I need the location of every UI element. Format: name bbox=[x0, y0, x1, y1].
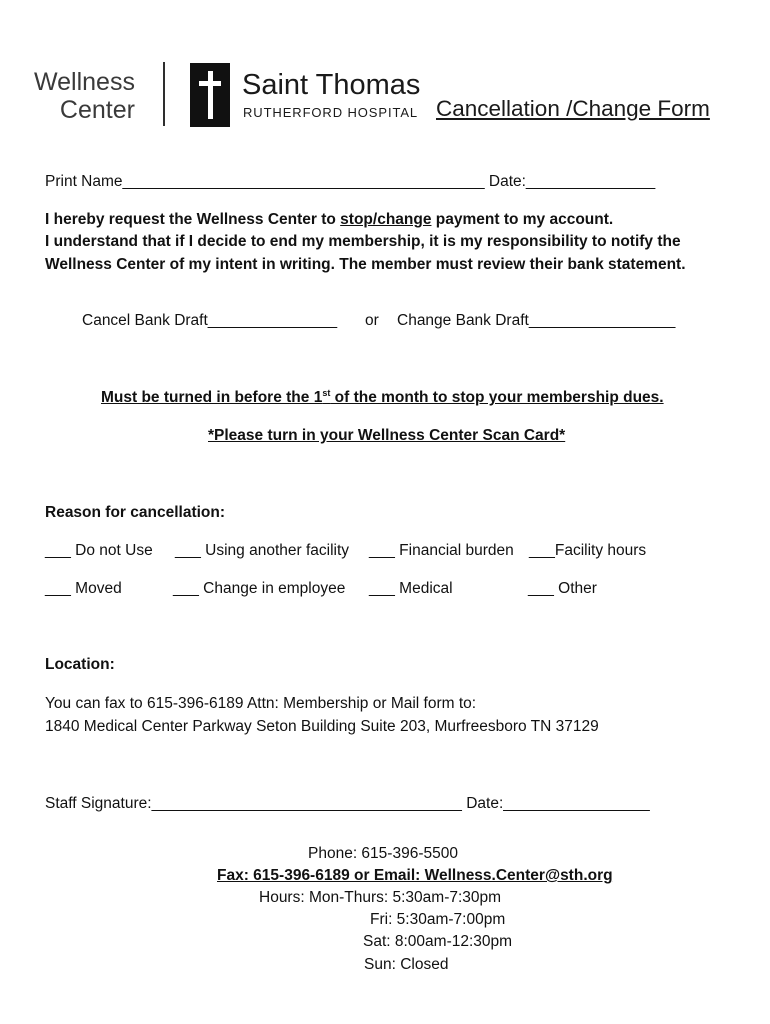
stop-change-text: stop/change bbox=[340, 211, 432, 228]
cross-icon bbox=[190, 63, 230, 127]
contact-fax-email: Fax: 615-396-6189 or Email: Wellness.Center@sth.org bbox=[217, 867, 613, 884]
location-heading: Location: bbox=[45, 656, 115, 673]
cancel-bank-draft-field[interactable]: Cancel Bank Draft_______________ bbox=[82, 312, 338, 329]
logo-line-2: Center bbox=[59, 96, 135, 124]
deadline-notice-pre: Must be turned in before the 1 bbox=[101, 389, 323, 406]
form-title: Cancellation /Change Form bbox=[436, 96, 710, 121]
hospital-subtitle: RUTHERFORD HOSPITAL bbox=[243, 105, 419, 120]
change-bank-draft-field[interactable]: Change Bank Draft_________________ bbox=[397, 312, 676, 329]
statement-line-1-post: payment to my account. bbox=[431, 211, 614, 228]
hours-mon-thurs: Hours: Mon-Thurs: 5:30am-7:30pm bbox=[259, 889, 502, 906]
reason-moved[interactable]: ___ Moved bbox=[45, 580, 122, 597]
statement-line-3: Wellness Center of my intent in writing. The member must review their bank statement. bbox=[45, 256, 686, 273]
hospital-name: Saint Thomas bbox=[242, 69, 421, 101]
reason-change-in-employee[interactable]: ___ Change in employee bbox=[173, 580, 346, 597]
logo-line-1: Wellness bbox=[34, 68, 135, 96]
or-label: or bbox=[365, 312, 379, 329]
contact-phone: Phone: 615-396-5500 bbox=[308, 845, 458, 862]
statement-line-2: I understand that if I decide to end my membership, it is my responsibility to notify the bbox=[45, 233, 681, 250]
reason-medical[interactable]: ___ Medical bbox=[369, 580, 453, 597]
hours-sat: Sat: 8:00am-12:30pm bbox=[363, 933, 513, 950]
reason-do-not-use[interactable]: ___ Do not Use bbox=[45, 542, 153, 559]
print-name-field[interactable]: Print Name__________________________________________ Date:_______________ bbox=[45, 173, 656, 190]
staff-signature-field[interactable]: Staff Signature:____________________________________ Date:_________________ bbox=[45, 795, 650, 812]
reason-other[interactable]: ___ Other bbox=[528, 580, 597, 597]
wellness-center-logo bbox=[34, 68, 135, 124]
statement-line-1-pre: I hereby request the Wellness Center to bbox=[45, 211, 341, 228]
logo-divider bbox=[163, 62, 165, 126]
scan-card-notice: *Please turn in your Wellness Center Scan Card* bbox=[208, 427, 566, 444]
deadline-notice-post: of the month to stop your membership dues. bbox=[330, 389, 664, 406]
reason-using-another-facility[interactable]: ___ Using another facility bbox=[175, 542, 350, 559]
location-line-1: You can fax to 615-396-6189 Attn: Membership or Mail form to: bbox=[45, 695, 477, 712]
reason-facility-hours[interactable]: ___Facility hours bbox=[529, 542, 647, 559]
hours-sun: Sun: Closed bbox=[364, 956, 449, 973]
reason-heading: Reason for cancellation: bbox=[45, 504, 226, 521]
deadline-notice-sup: st bbox=[322, 387, 331, 398]
reason-financial-burden[interactable]: ___ Financial burden bbox=[369, 542, 514, 559]
location-line-2: 1840 Medical Center Parkway Seton Building Suite 203, Murfreesboro TN 37129 bbox=[45, 718, 599, 735]
statement-line-1 bbox=[45, 211, 613, 229]
hours-fri: Fri: 5:30am-7:00pm bbox=[370, 911, 506, 928]
deadline-notice bbox=[101, 389, 664, 407]
